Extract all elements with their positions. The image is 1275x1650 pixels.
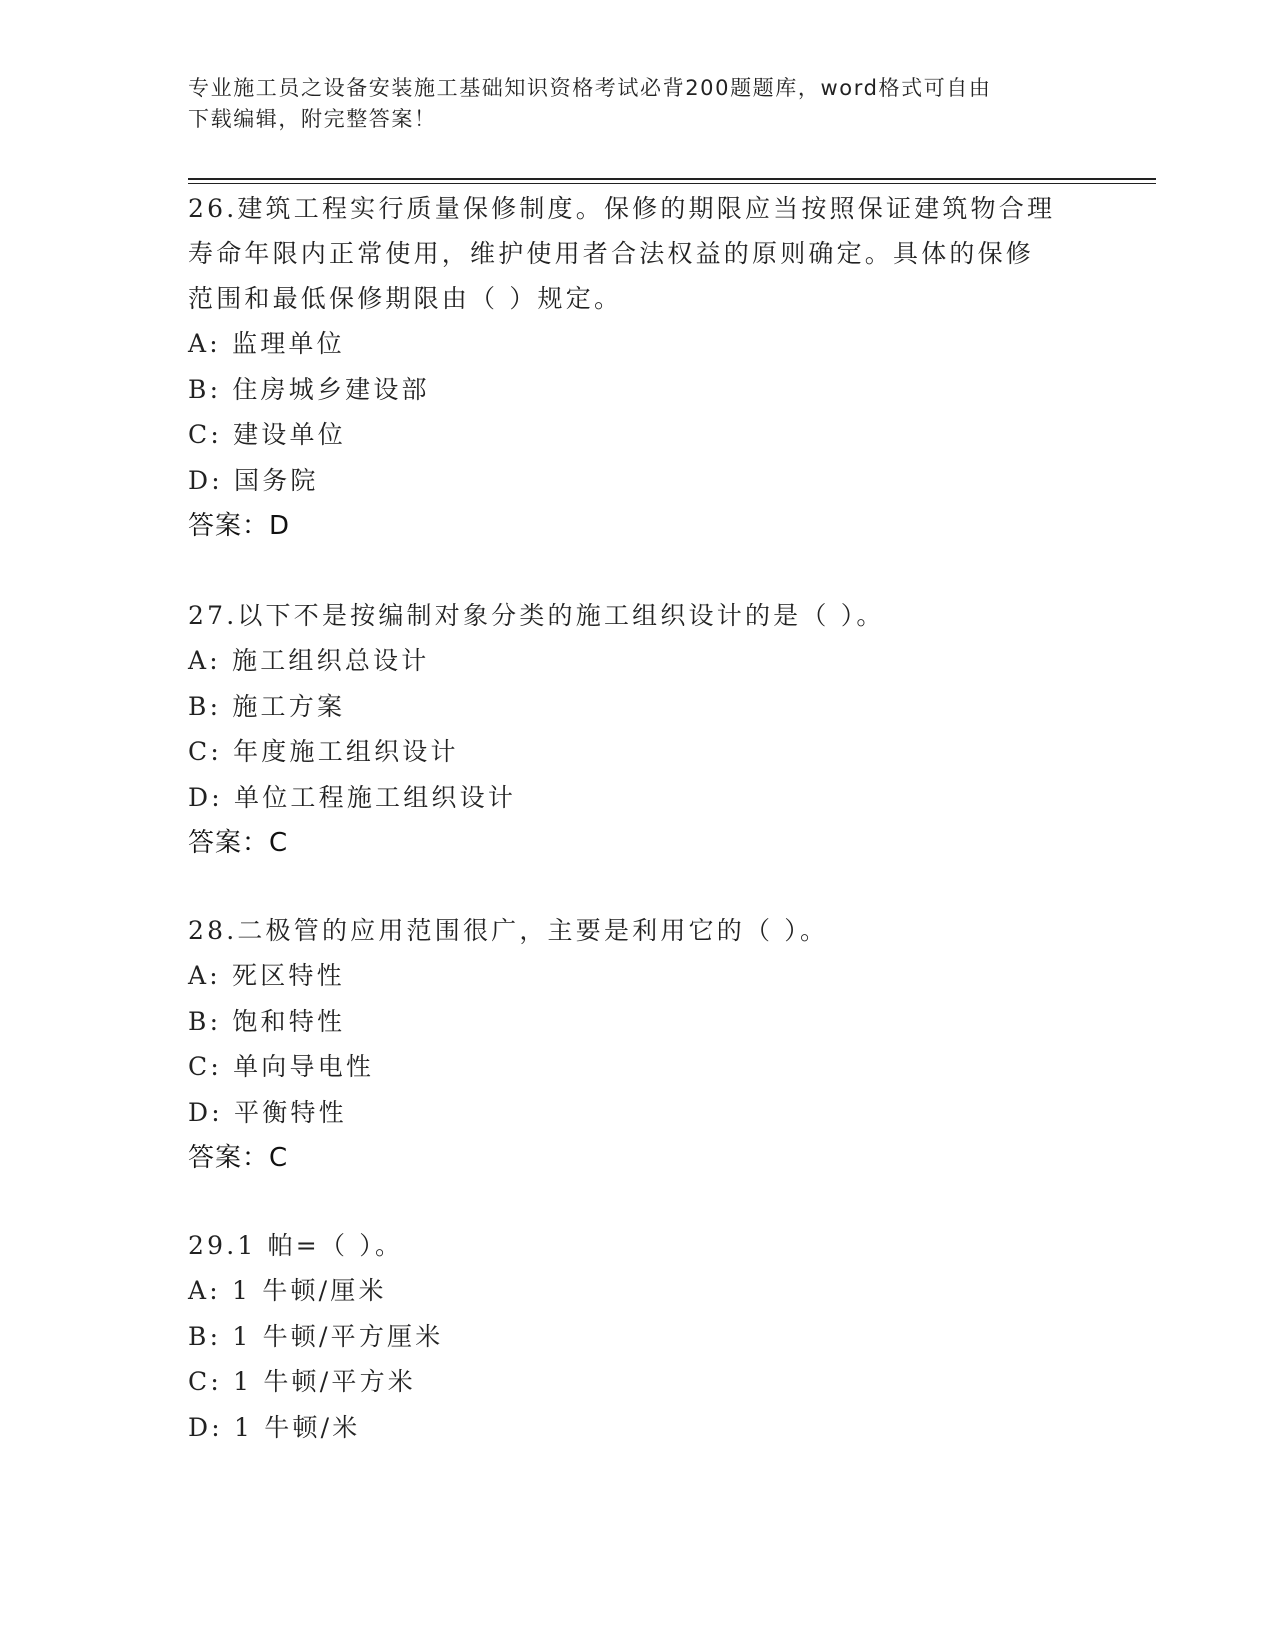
question-block: [188, 1223, 1088, 1450]
question-stem-line: 29.1 帕=（ ）。: [188, 1231, 404, 1260]
option-a: A: 施工组织总设计: [188, 646, 430, 675]
question-stem-line: 26.建筑工程实行质量保修制度。保修的期限应当按照保证建筑物合理: [188, 194, 1056, 223]
option-a: A: 1 牛顿/厘米: [188, 1276, 387, 1305]
option-b: B: 施工方案: [188, 691, 346, 721]
option-b: B: 1 牛顿/平方厘米: [188, 1321, 444, 1351]
question-stem-line: 27.以下不是按编制对象分类的施工组织设计的是（ ）。: [188, 601, 885, 630]
option-d: D: 平衡特性: [188, 1097, 347, 1127]
header-line-1: 专业施工员之设备安装施工基础知识资格考试必背200题题库，word格式可自由: [188, 76, 992, 100]
option-b: B: 饱和特性: [188, 1006, 346, 1036]
header-line-2: 下载编辑，附完整答案！: [188, 107, 437, 131]
question-block: [188, 908, 1088, 1181]
option-d: D: 国务院: [188, 465, 319, 495]
question-block: [188, 593, 1088, 866]
option-c: C: 1 牛顿/平方米: [188, 1367, 416, 1396]
option-c: C: 建设单位: [188, 420, 346, 449]
option-a: A: 死区特性: [188, 961, 345, 990]
header-divider: [188, 178, 1156, 180]
answer-label: 答案：C: [188, 828, 289, 858]
answer-label: 答案：C: [188, 1143, 289, 1173]
document-header: [188, 73, 1068, 135]
question-stem-line: 28.二极管的应用范围很广，主要是利用它的（ ）。: [188, 916, 829, 945]
option-c: C: 年度施工组织设计: [188, 737, 459, 766]
option-d: D: 1 牛顿/米: [188, 1412, 361, 1442]
header-divider-thin: [188, 183, 1156, 184]
question-block: [188, 186, 1088, 549]
option-b: B: 住房城乡建设部: [188, 374, 430, 404]
answer-label: 答案：D: [188, 511, 291, 541]
option-c: C: 单向导电性: [188, 1052, 375, 1081]
question-stem-line: 寿命年限内正常使用，维护使用者合法权益的原则确定。具体的保修: [188, 239, 1035, 268]
option-d: D: 单位工程施工组织设计: [188, 782, 517, 812]
question-stem-line: 范围和最低保修期限由（ ）规定。: [188, 284, 623, 313]
option-a: A: 监理单位: [188, 329, 345, 358]
